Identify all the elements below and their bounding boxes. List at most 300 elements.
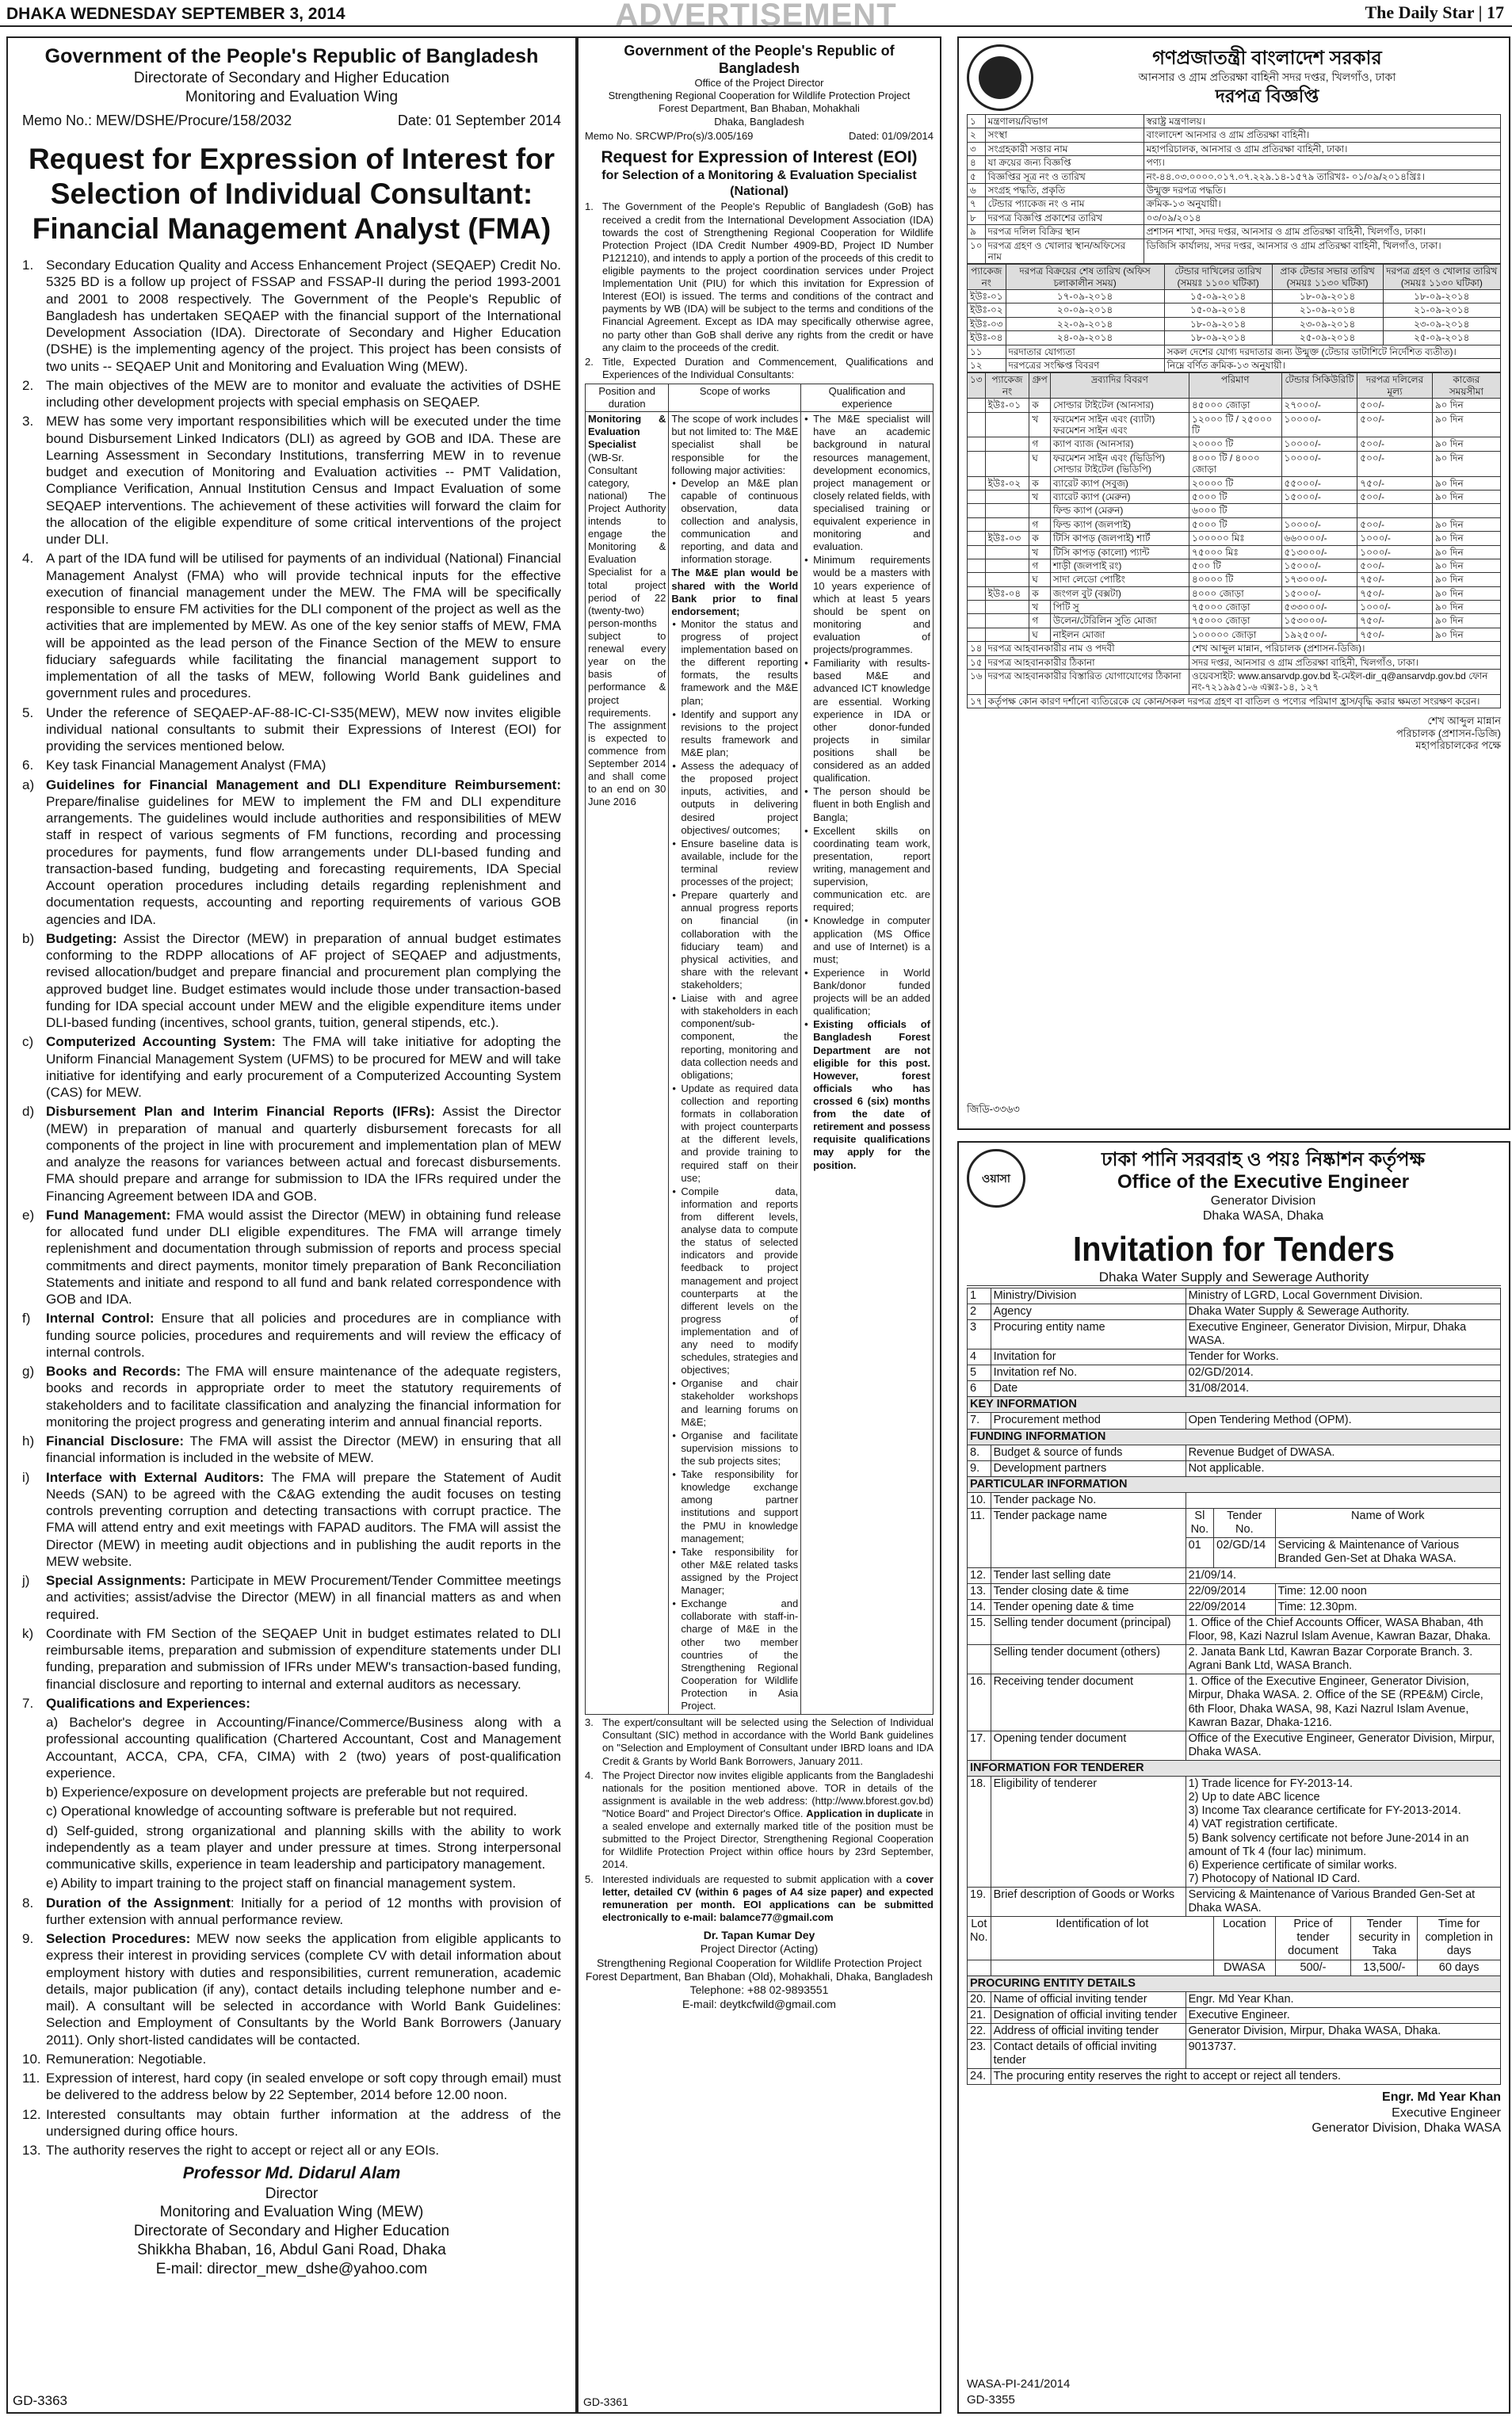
ad3-goods-cell: [968, 451, 986, 476]
ad3-goods-cell: ১০০০০/-: [1281, 412, 1357, 437]
ad4-bn-title: ঢাকা পানি সরবরাহ ও পয়ঃ নিষ্কাশন কর্তৃপক্ষ: [1101, 1149, 1426, 1170]
ad3-goods-cell: ৪০০০০ টি: [1189, 573, 1282, 586]
ad2-date: Dated: 01/09/2014: [849, 129, 934, 142]
ad3-goods-cell: [985, 451, 1029, 476]
ad1-para-num: 2.: [22, 377, 34, 393]
ad2-sign-line: Strengthening Regional Cooperation for Wildlife Protection Project: [596, 1956, 922, 1969]
ad2-th: Position and duration: [586, 384, 669, 411]
ad3-key: সংগ্রহ পদ্ধতি, প্রকৃতি: [985, 183, 1144, 197]
ad1-para-num: a): [22, 777, 35, 792]
ad4-section: [968, 1761, 1501, 1777]
ad2-scope-item: • Organise and facilitate supervision missions to the sub projects sites;: [671, 1430, 798, 1468]
ad3-sched-th: প্যাকেজ নং: [968, 265, 1006, 290]
ad4-num: 21.: [968, 2007, 991, 2023]
ad1-signature: [22, 2163, 561, 2278]
ad3-goods-cell: ৫০০/-: [1357, 451, 1433, 476]
ad4-row: [968, 1288, 1501, 1304]
ad1-para-num: h): [22, 1433, 35, 1449]
ad3-sched-cell: ২১-০৯-২০১৪: [1272, 303, 1383, 317]
ad1-para-num: 13.: [22, 2143, 41, 2159]
ad3-sched-cell: ইউঃ-০৪: [968, 331, 1006, 345]
ad1-para-heading: Qualifications and Experiences:: [46, 1695, 250, 1711]
ad4-val: Revenue Budget of DWASA.: [1186, 1445, 1500, 1460]
ad3-goods-cell: খ: [1029, 601, 1050, 614]
ad2-qual-item: • Excellent skills on coordinating team work, presentation, report writing, management and supervision, communication etc. are required;: [804, 825, 930, 914]
ad3-goods-cell: [968, 573, 986, 586]
ad3-goods-cell: ইউঃ-০৩: [985, 532, 1029, 545]
ad4-row: [968, 2040, 1501, 2069]
ad4-office: Office of the Executive Engineer: [1117, 1171, 1410, 1193]
ad4-eligibility: [1186, 1777, 1500, 1888]
ad2-gov: Government of the People's Republic of Bangladesh: [624, 43, 895, 76]
ad1-sign-line: Monitoring and Evaluation Wing (MEW): [159, 2204, 424, 2221]
ad3-goods-row: [968, 628, 1501, 641]
ad3-goods-th: ১৩: [968, 373, 986, 399]
ad3-row: [968, 359, 1501, 372]
ad1-paragraphs: [22, 257, 561, 2159]
ad3-goods-cell: ঘ: [1029, 573, 1050, 586]
ad3-goods-cell: সোল্ডার টাইটেল (আনসার): [1050, 399, 1189, 412]
ad1-directorate: Directorate of Secondary and Higher Education: [133, 70, 450, 87]
ad3-num: ১০: [968, 239, 986, 264]
ad4-row: [968, 1991, 1501, 2007]
ad3-sched-th: টেন্ডার দাখিলের তারিখ (সময়ঃ ১১০০ ঘটিকা): [1164, 265, 1272, 290]
ad3-goods-cell: [1281, 504, 1357, 517]
ad1-para-text: [46, 1930, 561, 2048]
ad3-goods-cell: খ: [1029, 545, 1050, 559]
ad4-key: Procurement method: [991, 1413, 1186, 1429]
ad4-section-title: PARTICULAR INFORMATION: [968, 1476, 1501, 1492]
ad4-val: Time: 12.00 noon: [1275, 1583, 1501, 1599]
masthead-page: The Daily Star | 17: [1365, 2, 1504, 22]
ad4-key: Ministry/Division: [991, 1288, 1186, 1304]
ad4-code: GD-3355: [967, 2393, 1015, 2407]
ad2-para-2: Title, Expected Duration and Commencement, Qualifications and Experiences of the Individual Consultants:: [602, 355, 934, 380]
fma-eoi-ad: [6, 36, 577, 2414]
ad2-th: Scope of works: [669, 384, 801, 411]
ad4-row: [968, 1599, 1501, 1615]
ad2-subtitle: for Selection of a Monitoring & Evaluation Specialist (National): [601, 168, 917, 198]
ad4-title: Invitation for Tenders: [1073, 1231, 1395, 1269]
ad1-para-num: 4.: [22, 551, 34, 567]
ad3-goods-cell: টিসি কাপড় (কালো) প্যান্ট: [1050, 545, 1189, 559]
ad1-para-body: Expression of interest, hard copy (in sealed envelope or soft copy through email) must be delivered to the address below by 22 September, 2014 before 12.00 noon.: [46, 2071, 561, 2103]
ad3-goods-row: [968, 476, 1501, 490]
ad3-goods-cell: [968, 412, 986, 437]
ad1-para-text: [46, 757, 561, 773]
ad4-key: Opening tender document: [991, 1731, 1186, 1760]
ad3-key: বিজ্ঞপ্তির সূত্র নং ও তারিখ: [985, 170, 1144, 183]
ad1-para-heading: Computerized Accounting System:: [46, 1034, 276, 1050]
ad3-sched-cell: ২৫-০৯-২০১৪: [1272, 331, 1383, 345]
ad1-para-body: MEW has some very important responsibilities which will be executed under the time bound Disbursement Linked Indicators (DLI) as agreed by GOB and IDA. These are Learning Assessment in Secondary Institutions, transferring MEW in to revenue budget and execution of Monitoring and Evaluation activities -- PMT Validation, Compliance Verification, Annual Institution Census and Impact Evaluation of some SEQAEP interventions. The achievement of these activities will forward the claim for the allocation of the eligible expenditure of some critical interventions of the project under DLI.: [46, 414, 561, 548]
ad3-goods-cell: [968, 559, 986, 572]
ad4-key: Selling tender document (others): [991, 1645, 1186, 1674]
ad1-para: [22, 930, 561, 1032]
ad3-num: ৬: [968, 183, 986, 197]
ad3-goods-cell: ৯০ দিন: [1432, 628, 1500, 641]
ad4-val: 21/09/14.: [1186, 1567, 1500, 1583]
ad4-key: Agency: [991, 1304, 1186, 1319]
ad1-para-text: [46, 1433, 561, 1467]
ad1-para-text: [46, 1469, 561, 1571]
ad3-goods-row: [968, 490, 1501, 503]
ad3-goods-cell: ফিল্ড ক্যাপ (মেরুন): [1050, 504, 1189, 517]
ad4-num: 9.: [968, 1460, 991, 1476]
ad4-num: 11.: [968, 1509, 991, 1567]
ad3-code: জিডি-৩৩৬৩: [967, 1103, 1020, 1116]
ad1-para: [22, 2106, 561, 2140]
ad3-goods-cell: ৯০ দিন: [1432, 490, 1500, 503]
ad4-val: Time: 12.30pm.: [1275, 1599, 1501, 1615]
ad1-para-body: Assist the Director (MEW) in preparation of annual budget estimates conforming to the RDPP allocations of AF project of SEQAEP and adjustments, revised allocation/budget and prepare financial and procurement plan complying the approved budget line. Budget estimates would include those under transaction-based funding for IDA special account under MEW and the eligible expenditure items under DLI-based funding (incentives, school grants, tuition, general stipends, etc.).: [46, 930, 561, 1031]
ad4-key: Address of official inviting tender: [991, 2023, 1186, 2039]
ad3-title: দরপত্র বিজ্ঞপ্তি: [1215, 86, 1319, 106]
ad3-num: ১৫: [968, 655, 986, 669]
ad3-goods-cell: ১০০০/-: [1357, 545, 1433, 559]
ad3-val: কর্তৃপক্ষ কোন কারণ দর্শানো ব্যতিরেকে যে কোন/সকল দরপত্র গ্রহণ বা বাতিল ও পণ্যের পরিমাণ হ্রাস/বৃদ্ধি করার ক্ষমতা সংরক্ষণ করেন।: [985, 694, 1500, 708]
ad4-row: [968, 1887, 1501, 1916]
ad4-section-title: FUNDING INFORMATION: [968, 1429, 1501, 1445]
ad3-key: দরপত্র আহবানকারীর ঠিকানা: [985, 655, 1189, 669]
ad3-key: যা ক্রয়ের জন্য বিজ্ঞপ্তি: [985, 156, 1144, 170]
ad3-goods-row: [968, 504, 1501, 517]
ad3-hq: আনসার ও গ্রাম প্রতিরক্ষা বাহিনী সদর দপ্তর, খিলগাঁও, ঢাকা: [1138, 71, 1396, 84]
ad1-para-text: [46, 377, 561, 411]
ad3-sched-cell: ১৮-০৯-২০১৪: [1272, 290, 1383, 303]
ad4-val: Dhaka Water Supply & Sewerage Authority.: [1186, 1304, 1500, 1319]
ad3-row: [968, 694, 1501, 708]
ad1-para-body: Remuneration: Negotiable.: [46, 2051, 207, 2067]
ad4-key: Designation of official inviting tender: [991, 2007, 1186, 2023]
ad3-key: দরপত্র গ্রহণ ও খোলার স্থান/অফিসের নাম: [985, 239, 1144, 264]
ad4-val: 02/GD/14: [1214, 1538, 1275, 1567]
ad2-para-1: The Government of the People's Republic of Bangladesh (GoB) has received a credit from the International Development Association (IDA) towards the cost of Strengthening Regional Cooperation for Wildlife Protection Project (IDA Credit Number 4909-BD, Project ID Number P121210), and intends to apply a portion of the proceeds of this credit to eligible payments to the project coordination services under Project Implementation Unit (PIU) for which this invitation for Expression of Interest (EOI) is issued. The terms and conditions of the contract and payments by WB (IDA) will be subject to the terms and conditions of the Financial Agreement. Except as IDA may specifically otherwise agree, no party other than GoB shall derive any rights from the credit or have any claim to the proceeds of the credit.: [602, 200, 934, 353]
ad4-val: Open Tendering Method (OPM).: [1186, 1413, 1500, 1429]
ad2-sign-line: Telephone: +88 02-9893551: [689, 1983, 829, 1997]
ad1-para-heading: Fund Management:: [46, 1207, 171, 1223]
ad4-row: [968, 1615, 1501, 1644]
ad3-goods-cell: ৯০ দিন: [1432, 476, 1500, 490]
ad3-goods-cell: ২০০০০ টি: [1189, 437, 1282, 451]
ad3-goods-row: [968, 573, 1501, 586]
ad4-row: [968, 1583, 1501, 1599]
ad1-para: [22, 1469, 561, 1571]
ad2-scope-item: • Organise and chair stakeholder workshops and learning forums on M&E;: [671, 1377, 798, 1428]
ad4-section-title: INFORMATION FOR TENDERER: [968, 1761, 1501, 1777]
ad3-num: ৮: [968, 211, 986, 224]
ad3-goods-cell: ৯০ দিন: [1432, 559, 1500, 572]
ad2-scope-bold: The M&E plan would be shared with the World Bank prior to final endorsement;: [671, 567, 799, 617]
ad3-goods-row: [968, 559, 1501, 572]
ad2-sign-line: Forest Department, Ban Bhaban (Old), Mohakhali, Dhaka, Bangladesh: [585, 1970, 934, 1983]
ad3-goods-cell: [968, 476, 986, 490]
ad3-val: নিম্নে বর্ণিত ক্রমিক-১৩ অনুযায়ী।: [1164, 359, 1500, 372]
ad3-goods-cell: ক: [1029, 399, 1050, 412]
ad1-wing: Monitoring and Evaluation Wing: [185, 89, 399, 105]
ad3-goods-cell: ৯০ দিন: [1432, 412, 1500, 437]
ad1-para-num: 12.: [22, 2106, 41, 2122]
ad1-para-text: [46, 1875, 561, 1891]
ad3-goods-cell: সাদা লেডো পোষ্টিং: [1050, 573, 1189, 586]
ad3-sched-cell: ১৮-০৯-২০১৪: [1164, 331, 1272, 345]
ad1-para-text: [46, 1714, 561, 1781]
ad4-val: Ministry of LGRD, Local Government Division.: [1186, 1288, 1500, 1304]
wasa-logo-icon: ওয়াসা: [967, 1149, 1025, 1208]
ad3-goods-cell: ৭৫০০০ জোড়া: [1189, 601, 1282, 614]
ad1-sign-line: Directorate of Secondary and Higher Education: [133, 2223, 450, 2240]
ad3-goods-cell: নাইলন মোজা: [1050, 628, 1189, 641]
ad4-val: Servicing & Maintenance of Various Branded Gen-Set at Dhaka WASA.: [1186, 1887, 1500, 1916]
ad3-goods-th: গ্রুপ: [1029, 373, 1050, 399]
ad4-val: 1. Office of the Executive Engineer, Generator Division, Mirpur, Dhaka WASA. 2. Office of the SE (RPE&M) Circle, 6th Floor, Dhaka WASA, 98, Kazi Nazrul Islam Avenue, Kawran Bazar, Dhaka-1216.: [1186, 1674, 1500, 1731]
ad4-key: Invitation for: [991, 1349, 1186, 1365]
ad3-goods-cell: [985, 437, 1029, 451]
ad3-goods-cell: [968, 614, 986, 628]
ad3-key: দরদাতার যোগ্যতা: [1006, 345, 1164, 358]
ad1-para-text: [46, 2106, 561, 2140]
ad4-row: [968, 2069, 1501, 2085]
ad1-para-body: a) Bachelor's degree in Accounting/Finance/Commerce/Business along with a professional accounting qualification (Chartered Accountant, Cost and Management Accountant, ACCA, CPA, CFA, CIMA) with 2 (two) years of post-qualification experience.: [46, 1715, 561, 1781]
ad3-sched-cell: ইউঃ-০৩: [968, 317, 1006, 330]
ad3-goods-cell: [985, 412, 1029, 437]
ad1-para-body: The main objectives of the MEW are to monitor and evaluate the activities of DSHE including other development projects with special emphasis on SEQAEP.: [46, 377, 561, 410]
ad3-sched-cell: ইউঃ-০১: [968, 290, 1006, 303]
ad1-para-num: k): [22, 1625, 34, 1641]
ad1-para-heading: Financial Disclosure:: [46, 1433, 185, 1449]
ad1-para-num: [22, 1714, 46, 1781]
ad1-para-body: e) Ability to impart training to the project staff on financial management system.: [46, 1876, 517, 1891]
ad3-goods-head: [968, 373, 1501, 399]
ad3-goods-cell: ক্যাপ ব্যাজ (আনসার): [1050, 437, 1189, 451]
ad3-goods-cell: ৭৫০/-: [1357, 476, 1433, 490]
ad2-scope-item: • Liaise with and agree with stakeholders in each component/sub-component, the reporting, monitoring and data collection needs and obligations;: [671, 992, 798, 1082]
ad3-goods-cell: ৫০০/-: [1357, 559, 1433, 572]
ad4-division: Generator Division: [1210, 1193, 1316, 1208]
ad2-signature: [585, 1929, 934, 2011]
ad1-para-text: [46, 930, 561, 1032]
ad3-goods-cell: [985, 545, 1029, 559]
ad3-goods-cell: [985, 559, 1029, 572]
ad3-goods-cell: ইউঃ-০৪: [985, 586, 1029, 600]
ad3-row: [968, 670, 1501, 695]
ad3-goods-cell: [985, 628, 1029, 641]
ad3-key: দরপত্র আহবানকারীর বিস্তারিত যোগাযোগের ঠিকানা: [985, 670, 1189, 695]
ad3-val: সদর দপ্তর, আনসার ও গ্রাম প্রতিরক্ষা বাহিনী, খিলগাঁও, ঢাকা।: [1189, 655, 1501, 669]
ad1-para-body: The authority reserves the right to accept or reject all or any EOIs.: [46, 2143, 440, 2159]
ad1-para: [22, 1572, 561, 1623]
ad3-num: ১২: [968, 359, 1006, 372]
ad3-goods-row: [968, 399, 1501, 412]
ad3-key: টেন্ডার প্যাকেজ নং ও নাম: [985, 197, 1144, 211]
ad1-para-num: 9.: [22, 1931, 34, 1947]
ad1-para-text: [46, 1363, 561, 1430]
ad3-info-table: [967, 114, 1501, 264]
ad3-goods-cell: ৯০ দিন: [1432, 614, 1500, 628]
ad3-goods-th: টেন্ডার সিকিউরিটি: [1281, 373, 1357, 399]
ad3-goods-cell: ৫৫০০০/-: [1281, 476, 1357, 490]
ad4-sign-name: Engr. Md Year Khan: [1382, 2090, 1501, 2105]
ad3-val: ডিজিসি কার্যালয়, সদর দপ্তর, আনসার ও গ্রাম প্রতিরক্ষা বাহিনী, খিলগাঁও, ঢাকা।: [1144, 239, 1500, 264]
ad1-para-text: [46, 2070, 561, 2104]
ad3-row: [968, 115, 1501, 128]
ad3-goods-cell: [968, 399, 986, 412]
ad1-para-body: MEW now seeks the application from eligible applicants to express their interest in providing services (complete CV with detail information about employment history with duties and responsibilities, current remuneration, academic details, major publication (if any), contact details including telephone number and e-mail). A consultant will be selected in accordance with World Bank Guidelines: Selection and Employment of Consultants by the World Bank Borrowers (January 2011). Only short-listed candidates will be contacted.: [46, 1931, 561, 2048]
ad4-val: Tender for Works.: [1186, 1349, 1500, 1365]
ad2-office: Office of the Project Director: [694, 77, 824, 90]
ad3-num: ২: [968, 128, 986, 142]
ad3-signature: [967, 715, 1501, 752]
ad2-para-4-end: in a sealed envelope and externally marked title of the position must be submitted to the Project Director, Strengthening Regional Cooperation for Wildlife Protection Project within office hours by 23rd September, 2014.: [602, 1807, 934, 1871]
ad1-para-num: 1.: [22, 258, 34, 273]
ad4-val: Servicing & Maintenance of Various Branded Gen-Set at Dhaka WASA.: [1275, 1538, 1501, 1567]
ad1-para-text: [46, 1033, 561, 1101]
ad3-goods-row: [968, 437, 1501, 451]
ad1-para: [22, 1803, 561, 1819]
ad3-goods-cell: ৬৬০০০০/-: [1281, 532, 1357, 545]
ad3-goods-cell: ৫০০/-: [1357, 517, 1433, 531]
ansar-tender-ad: [957, 36, 1510, 1130]
ad1-para-num: f): [22, 1311, 31, 1327]
ad3-schedule-table: [967, 264, 1501, 372]
ad1-para: [22, 1895, 561, 1929]
ad2-scope-item: • Take responsibility for other M&E related tasks assigned by the Project Manager;: [671, 1546, 798, 1597]
ad4-row: [968, 1731, 1501, 1760]
ad3-goods-cell: [968, 490, 986, 503]
ad4-th: Name of Work: [1275, 1509, 1501, 1538]
ad3-goods-cell: ১৯২৫০০/-: [1281, 628, 1357, 641]
ad3-sched-th: দরপত্র বিক্রয়ের শেষ তারিখ (অফিস চলাকালীন সময়): [1006, 265, 1164, 290]
ad1-para: [22, 777, 561, 928]
ad1-para-body: Ensure that all policies and procedures are in compliance with funding source policies, procedures and requirements and will review the efficacy of internal controls.: [46, 1311, 562, 1360]
ad4-num: 4: [968, 1349, 991, 1365]
ad3-sign-line: মহাপরিচালকের পক্ষে: [1415, 739, 1501, 752]
ad4-num: 2: [968, 1304, 991, 1319]
ad4-elig-item: 6) Experience certificate of similar works.: [1188, 1858, 1398, 1872]
ad3-num: ৩: [968, 142, 986, 155]
ad1-para-num: i): [22, 1469, 30, 1485]
ad1-para-num: 8.: [22, 1895, 34, 1911]
ad4-lot-head: [968, 1917, 1501, 1960]
ad1-para-num: 7.: [22, 1695, 34, 1711]
ad4-val: 2. Janata Bank Ltd, Kawran Bazar Corporate Branch. 3. Agrani Bank Ltd, WASA Branch.: [1186, 1645, 1500, 1674]
ad4-val: 31/08/2014.: [1186, 1381, 1500, 1397]
ad3-num: ১: [968, 115, 986, 128]
ad1-sign-email: E-mail: director_mew_dshe@yahoo.com: [155, 2260, 428, 2277]
ad1-para-heading: Books and Records:: [46, 1364, 181, 1380]
ad4-lot-cell: DWASA: [1214, 1960, 1275, 1975]
ad1-para-text: [46, 1625, 561, 1693]
ad4-num: 18.: [968, 1777, 991, 1888]
ad3-goods-cell: উলেন/টেরিলিন সুতি মোজা: [1050, 614, 1189, 628]
ad1-para-num: 3.: [22, 414, 34, 429]
ad3-sched-th: দরপত্র গ্রহণ ও খোলার তারিখ (সময়ঃ ১১৩০ ঘটিকা): [1383, 265, 1500, 290]
ad2-scope-item: • Compile data, information and reports from different levels, analyse data to compute the status of selected indicators and provide feedback to project management and project counterparts at the different levels on the progress of implementation and of any need to modify schedules, strategies and objectives;: [671, 1185, 798, 1377]
ad4-key: Procuring entity name: [991, 1319, 1186, 1349]
ad3-goods-th: কাজের সময়সীমা: [1432, 373, 1500, 399]
ad3-goods-cell: ৭৫০০০ জোড়া: [1189, 614, 1282, 628]
ad3-goods-row: [968, 517, 1501, 531]
ad4-val: 1. Office of the Chief Accounts Officer, WASA Bhaban, 4th Floor, 98, Kazi Nazrul Islam Avenue, Kawran Bazar, Dhaka.: [1186, 1615, 1500, 1644]
ad4-row: [968, 1365, 1501, 1381]
ad3-goods-cell: ৯০ দিন: [1432, 545, 1500, 559]
ad3-goods-cell: খ: [1029, 412, 1050, 437]
ad3-val: বাংলাদেশ আনসার ও গ্রাম প্রতিরক্ষা বাহিনী।: [1144, 128, 1500, 142]
ad4-th: Sl No.: [1186, 1509, 1214, 1538]
ad4-num: [968, 1645, 991, 1674]
ad3-row: [968, 225, 1501, 239]
ad3-row: [968, 156, 1501, 170]
ad3-goods-cell: [985, 614, 1029, 628]
ad4-key: Date: [991, 1381, 1186, 1397]
ad3-row: [968, 170, 1501, 183]
ad3-key: দরপত্র বিজ্ঞপ্তি প্রকাশের তারিখ: [985, 211, 1144, 224]
ad3-val: উন্মুক্ত দরপত্র পদ্ধতি।: [1144, 183, 1500, 197]
ad4-num: 16.: [968, 1674, 991, 1731]
ad3-sched-cell: ১৫-০৯-২০১৪: [1164, 290, 1272, 303]
ad4-num: 6: [968, 1381, 991, 1397]
ad1-para-num: 5.: [22, 704, 34, 720]
ad3-goods-cell: ১০০০০০ মিঃ: [1189, 532, 1282, 545]
ad3-goods-cell: ৫০০/-: [1357, 490, 1433, 503]
ad1-memo: Memo No.: MEW/DSHE/Procure/158/2032: [22, 112, 292, 128]
ad3-goods-cell: [1432, 504, 1500, 517]
ad1-para-heading: Guidelines for Financial Management and DLI Expenditure Reimbursement:: [46, 777, 561, 792]
ad3-goods-cell: পিটি সু: [1050, 601, 1189, 614]
wasa-tender-ad: [957, 1141, 1510, 2414]
ad4-key: Tender closing date & time: [991, 1583, 1186, 1599]
ad3-key: দরপত্র আহবানকারীর নাম ও পদবী: [985, 642, 1189, 655]
ad3-goods-cell: ১৫০০০/-: [1281, 490, 1357, 503]
ad4-num: 8.: [968, 1445, 991, 1460]
ad4-num: 7.: [968, 1413, 991, 1429]
ad3-goods-cell: গ: [1029, 559, 1050, 572]
ad3-goods-cell: ৯০ দিন: [1432, 517, 1500, 531]
ad1-para-num: c): [22, 1034, 34, 1050]
ad2-scope-item: • Take responsibility for knowledge exchange among partner institutions and support the PMU in knowledge management;: [671, 1468, 798, 1545]
ad3-goods-cell: [985, 517, 1029, 531]
ad2-position: Monitoring & Evaluation Specialist: [588, 413, 666, 451]
ad3-goods-cell: গ: [1029, 437, 1050, 451]
ad3-num: ৭: [968, 197, 986, 211]
ad1-para: [22, 1363, 561, 1430]
ad2-scope-item: • Exchange and collaborate with staff-in-charge of M&E in the other two member countries of the Strengthening Regional Cooperation for Wildlife Protection in Asia Project.: [671, 1598, 798, 1712]
ad3-goods-cell: [968, 545, 986, 559]
ad3-goods-cell: ১০০০০/-: [1281, 437, 1357, 451]
ad3-val: সকল দেশের যোগ্য দরদাতার জন্য উন্মুক্ত (টেন্ডার ডাটাশিটে নির্দেশিত ব্যতীত)।: [1164, 345, 1500, 358]
ad2-title: Request for Expression of Interest (EOI): [601, 147, 918, 166]
ad1-para-body: The FMA will prepare the Statement of Audit Needs (SAN) to be agreed with the C&AG extending the audit focuses on testing controls preventing corruption and detecting transactions with corrupt practice. The FMA will attend entry and exit meetings with FAPAD auditors. The FMA will assist the Director (MEW) in meeting audit objections and in publishing the audit reports in the MEW website.: [46, 1469, 562, 1569]
ad1-para-num: b): [22, 930, 35, 946]
ad4-sign-line: Executive Engineer: [1392, 2105, 1501, 2120]
ad4-elig-item: 2) Up to date ABC licence: [1188, 1791, 1320, 1804]
ad2-num: 5.: [585, 1872, 594, 1885]
ad2-scope-item: • Update as required data collection and reporting formats in collaboration with project counterparts at the different levels, and provide training to required staff on their use;: [671, 1082, 798, 1185]
ad1-para-body: d) Self-guided, strong organizational and planning skills with the ability to work independently as a team player and under pressure at times. Strong interpersonal communicative skills, experience in team leadership and participatory management.: [46, 1823, 561, 1872]
ad4-lot-cell: [968, 1960, 991, 1975]
ad4-val: 9013737.: [1186, 2040, 1500, 2069]
ad3-goods-cell: ৫০০০ টি: [1189, 517, 1282, 531]
ad4-section: [968, 1476, 1501, 1492]
ad3-sched-row: [968, 290, 1501, 303]
ad3-goods-cell: জংগল বুট (বক্সটা): [1050, 586, 1189, 600]
ad3-sched-cell: ২১-০৯-২০১৪: [1383, 303, 1500, 317]
ad3-gov: গণপ্রজাতন্ত্রী বাংলাদেশ সরকার: [1152, 48, 1382, 70]
ad4-num: 23.: [968, 2040, 991, 2069]
ad3-goods-cell: ১০০০০/-: [1281, 517, 1357, 531]
ad4-ref: WASA-PI-241/2014: [967, 2377, 1071, 2392]
ad1-para-text: [46, 1572, 561, 1623]
